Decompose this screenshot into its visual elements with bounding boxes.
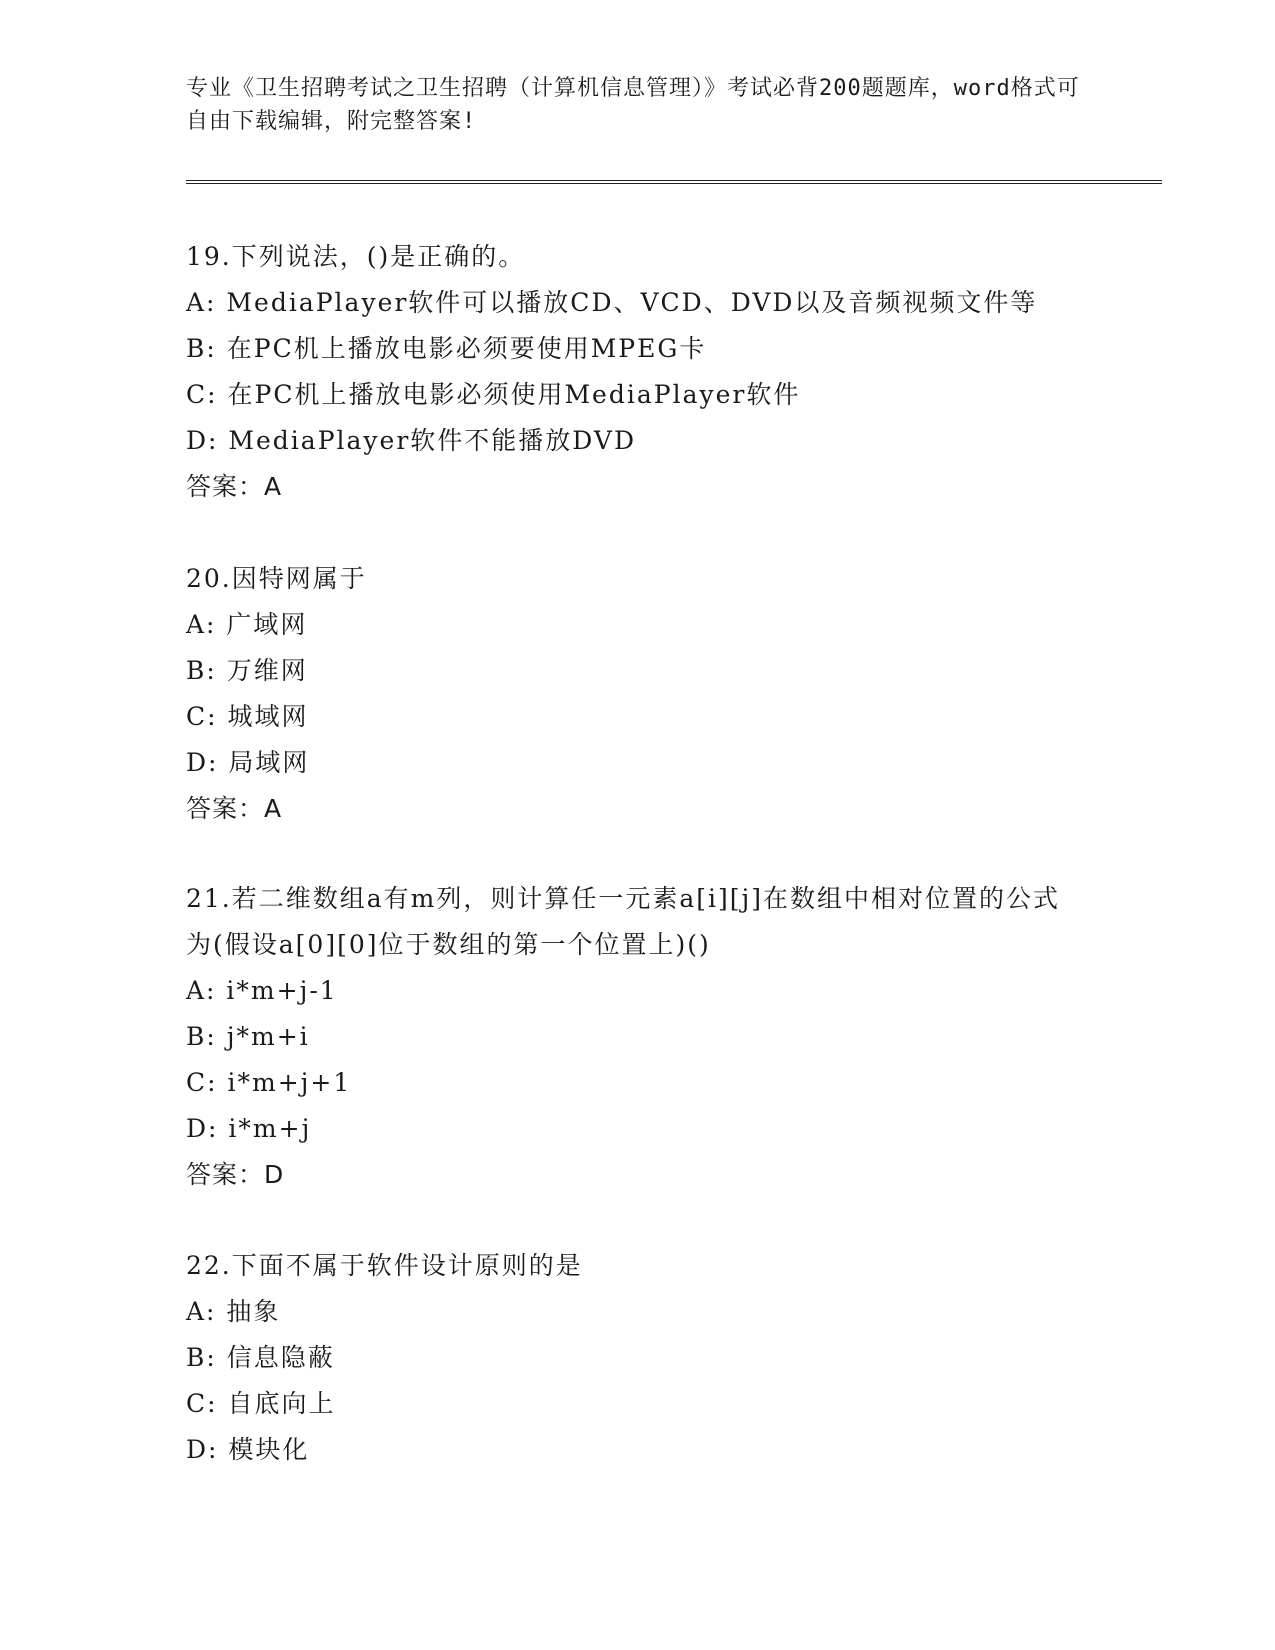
question-stem: 20.因特网属于	[186, 564, 367, 593]
option-c: C: i*m+j+1	[186, 1068, 352, 1097]
answer: 答案：A	[186, 794, 283, 823]
question-stem: 21.若二维数组a有m列，则计算任一元素a[i][j]在数组中相对位置的公式为(假设a[0][0]位于数组的第一个位置上)()	[186, 884, 1061, 959]
document-header: 专业《卫生招聘考试之卫生招聘（计算机信息管理）》考试必背200题题库，word格式可自由下载编辑，附完整答案!	[186, 76, 1080, 134]
question-22	[186, 1243, 1086, 1473]
header-divider-top	[186, 180, 1162, 181]
option-b: B: 万维网	[186, 656, 308, 685]
option-a: A: i*m+j-1	[186, 976, 338, 1005]
option-b: B: j*m+i	[186, 1022, 310, 1051]
header-divider-bottom	[186, 183, 1162, 184]
option-c: C: 自底向上	[186, 1389, 336, 1418]
answer: 答案：D	[186, 1160, 285, 1189]
question-stem: 19.下列说法，()是正确的。	[186, 242, 526, 271]
option-c: C: 城域网	[186, 702, 309, 731]
option-b: B: 在PC机上播放电影必须要使用MPEG卡	[186, 334, 707, 363]
question-stem: 22.下面不属于软件设计原则的是	[186, 1251, 583, 1280]
question-21	[186, 876, 1086, 1198]
option-c: C: 在PC机上播放电影必须使用MediaPlayer软件	[186, 380, 801, 409]
option-a: A: 广域网	[186, 610, 308, 639]
answer: 答案：A	[186, 472, 283, 501]
option-a: A: MediaPlayer软件可以播放CD、VCD、DVD以及音频视频文件等	[186, 288, 1038, 317]
option-d: D: i*m+j	[186, 1114, 312, 1143]
question-20	[186, 556, 1086, 832]
option-d: D: MediaPlayer软件不能播放DVD	[186, 426, 637, 455]
option-d: D: 局域网	[186, 748, 310, 777]
question-19	[186, 234, 1086, 510]
option-b: B: 信息隐蔽	[186, 1343, 335, 1372]
option-d: D: 模块化	[186, 1435, 310, 1464]
option-a: A: 抽象	[186, 1297, 281, 1326]
